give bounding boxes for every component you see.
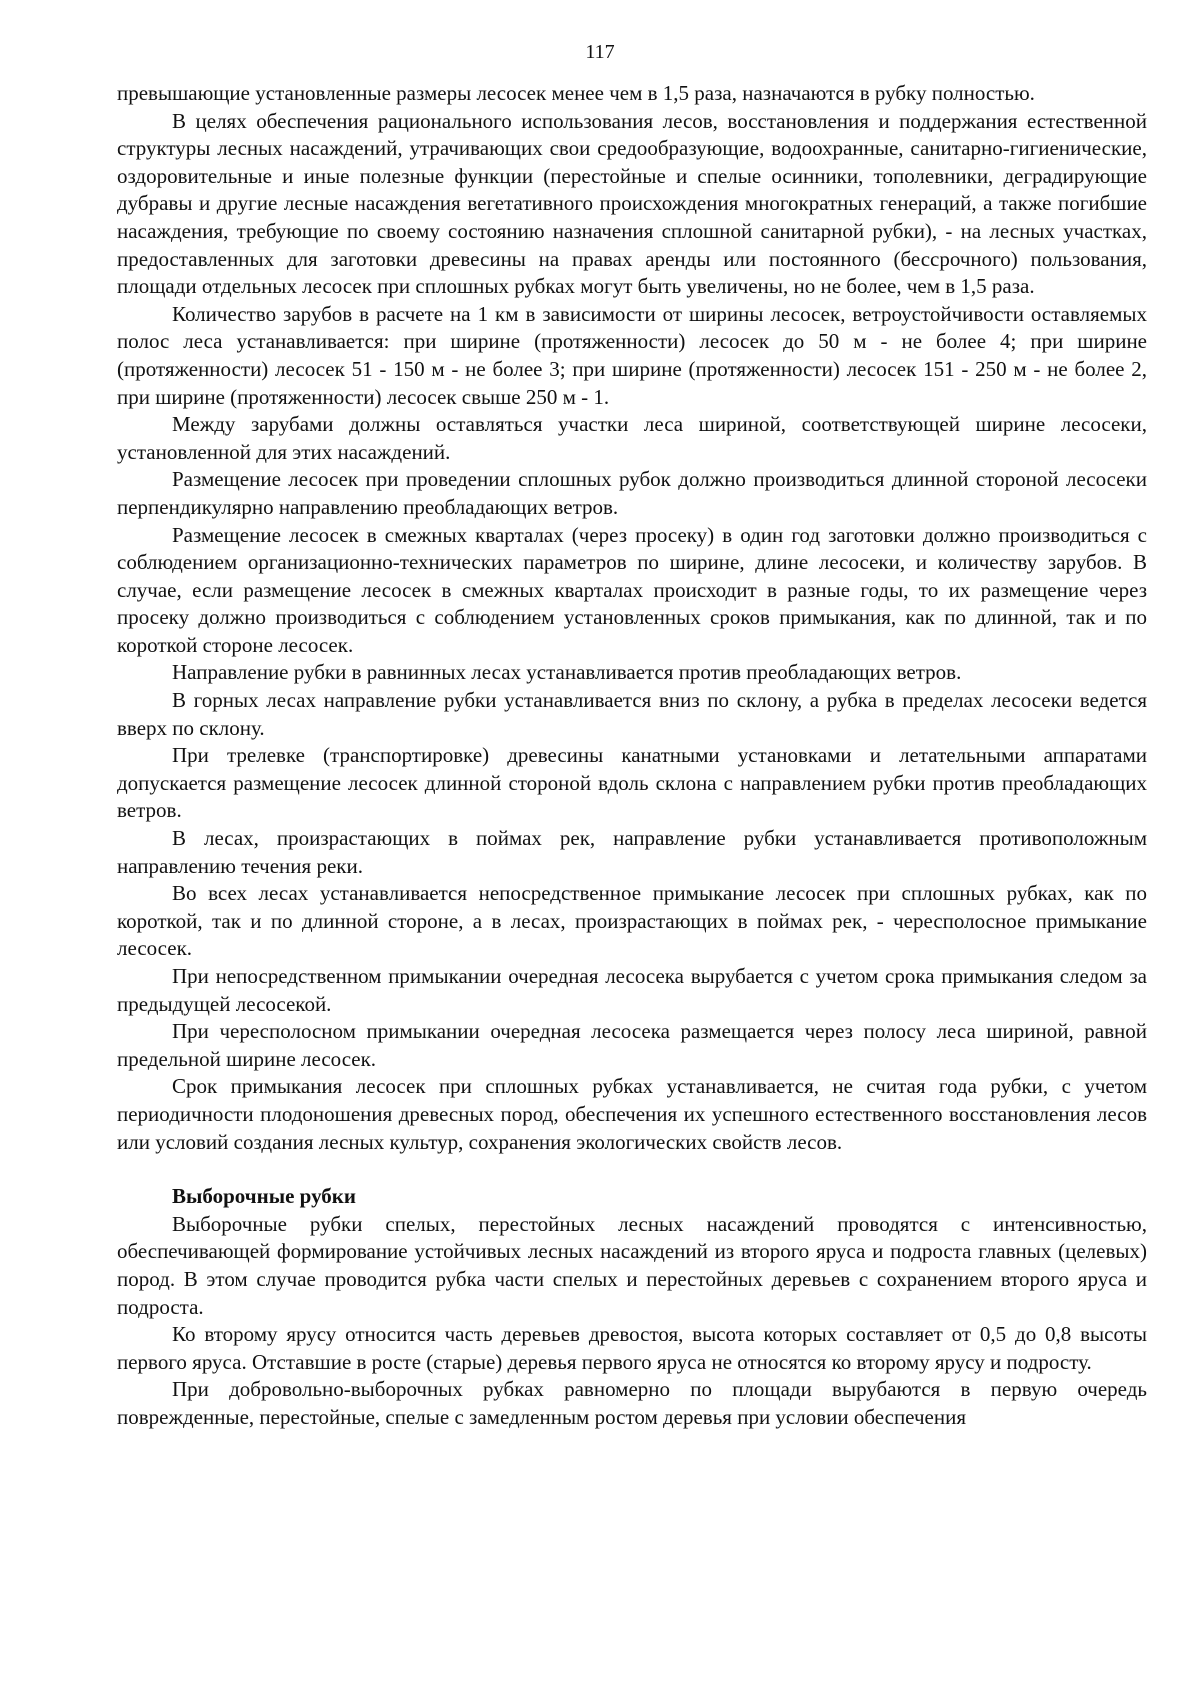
paragraph: Направление рубки в равнинных лесах устанавливается против преобладающих ветров. bbox=[172, 660, 962, 685]
paragraph: Выборочные рубки спелых, перестойных лесных насаждений проводятся с интенсивностью, обеспечивающей формирование устойчивых лесных насаждений из второго яруса и подроста главных (целевых) пород. В этом случае проводится рубка части спелых и перестойных деревьев с сохранением второго яруса и подроста. bbox=[117, 1211, 1147, 1319]
paragraph: Ко второму ярусу относится часть деревьев древостоя, высота которых составляет от 0,5 до 0,8 высоты первого яруса. Отставшие в росте (старые) деревья первого яруса не относятся ко второму ярусу и подросту. bbox=[117, 1322, 1147, 1374]
paragraph: Размещение лесосек в смежных кварталах (через просеку) в один год заготовки должно производиться с соблюдением организационно-технических параметров по ширине, длине лесосеки, и количеству зарубов. В случае, если размещение лесосек в смежных кварталах происходит в разные годы, то их размещение через просеку должно производиться с соблюдением установленных сроков примыкания, как по длинной, так и по короткой стороне лесосек. bbox=[117, 522, 1147, 657]
paragraph: В горных лесах направление рубки устанавливается вниз по склону, а рубка в пределах лесосеки ведется вверх по склону. bbox=[117, 688, 1147, 740]
paragraph: Количество зарубов в расчете на 1 км в зависимости от ширины лесосек, ветроустойчивости оставляемых полос леса устанавливается: при ширине (протяженности) лесосек до 50 м - не более 4; при ширине (протяженности) лесосек 51 - 150 м - не более 3; при ширине (протяженности) лесосек 151 - 250 м - не более 2, при ширине (протяженности) лесосек свыше 250 м - 1. bbox=[117, 301, 1147, 409]
paragraph: Размещение лесосек при проведении сплошных рубок должно производиться длинной стороной лесосеки перпендикулярно направлению преобладающих ветров. bbox=[117, 467, 1147, 519]
paragraph: При трелевке (транспортировке) древесины канатными установками и летательными аппаратами допускается размещение лесосек длинной стороной вдоль склона с направлением рубки против преобладающих ветров. bbox=[117, 743, 1147, 823]
paragraph: При непосредственном примыкании очередная лесосека вырубается с учетом срока примыкания следом за предыдущей лесосекой. bbox=[117, 964, 1147, 1016]
paragraph: превышающие установленные размеры лесосек менее чем в 1,5 раза, назначаются в рубку полностью. bbox=[117, 81, 1035, 105]
paragraph: Между зарубами должны оставляться участки леса шириной, соответствующей ширине лесосеки, установленной для этих насаждений. bbox=[117, 412, 1147, 464]
paragraph: В лесах, произрастающих в поймах рек, направление рубки устанавливается противоположным направлению течения реки. bbox=[117, 826, 1147, 878]
paragraph: При чересполосном примыкании очередная лесосека размещается через полосу леса шириной, равной предельной ширине лесосек. bbox=[117, 1019, 1147, 1071]
paragraph: Во всех лесах устанавливается непосредственное примыкание лесосек при сплошных рубках, как по короткой, так и по длинной стороне, а в лесах, произрастающих в поймах рек, - чересполосное примыкание лесосек. bbox=[117, 881, 1147, 961]
section-heading: Выборочные рубки bbox=[172, 1184, 356, 1209]
paragraph: При добровольно-выборочных рубках равномерно по площади вырубаются в первую очередь поврежденные, перестойные, спелые с замедленным ростом деревья при условии обеспечения bbox=[117, 1377, 1147, 1429]
paragraph: Срок примыкания лесосек при сплошных рубках устанавливается, не считая года рубки, с учетом периодичности плодоношения древесных пород, обеспечения их успешного естественного восстановления лесов или условий создания лесных культур, сохранения экологических свойств лесов. bbox=[117, 1074, 1147, 1154]
paragraph: В целях обеспечения рационального использования лесов, восстановления и поддержания естественной структуры лесных насаждений, утрачивающих свои средообразующие, водоохранные, санитарно-гигиенические, оздоровительные и иные полезные функции (перестойные и спелые осинники, тополевники, деградирующие дубравы и другие лесные насаждения вегетативного происхождения многократных генераций, а также погибшие насаждения, требующие по своему состоянию назначения сплошной санитарной рубки), - на лесных участках, предоставленных для заготовки древесины на правах аренды или постоянного (бессрочного) пользования, площади отдельных лесосек при сплошных рубках могут быть увеличены, но не более, чем в 1,5 раза. bbox=[117, 108, 1147, 299]
document-body bbox=[117, 80, 1147, 1432]
page-number: 117 bbox=[585, 41, 615, 63]
